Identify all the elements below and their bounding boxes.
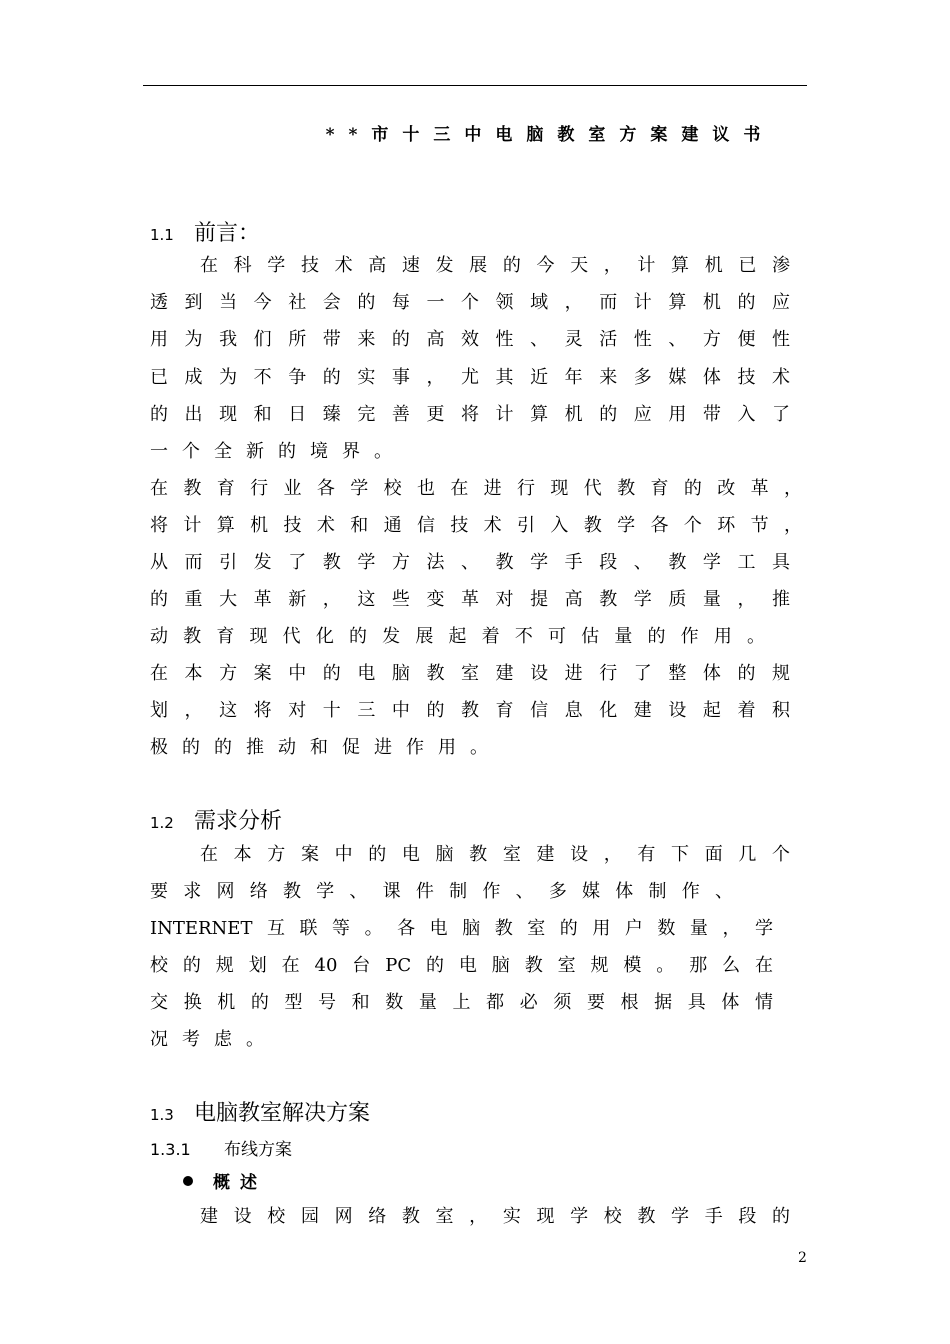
bullet-label: 概述 bbox=[213, 1173, 267, 1193]
subsection-number: 1.3.1 bbox=[150, 1140, 191, 1159]
paragraph-line: 要求网络教学、课件制作、多媒体制作、 bbox=[150, 881, 733, 902]
paragraph-line: 在本方案中的电脑教室建设进行了整体的规 bbox=[150, 663, 790, 684]
paragraph-line: 在教育行业各学校也在进行现代教育的改革， bbox=[150, 478, 802, 499]
section-heading-requirements bbox=[150, 804, 282, 835]
paragraph-line: 极的的推动和促进作用。 bbox=[150, 737, 502, 758]
bullet-item-overview bbox=[183, 1168, 267, 1193]
section-number: 1.1 bbox=[150, 226, 174, 244]
paragraph-line: 一个全新的境界。 bbox=[150, 441, 406, 462]
header-rule bbox=[143, 85, 807, 86]
section-number: 1.3 bbox=[150, 1106, 174, 1124]
page-number: 2 bbox=[798, 1250, 807, 1266]
section-number: 1.2 bbox=[150, 814, 174, 832]
paragraph-line: 将计算机技术和通信技术引入教学各个环节， bbox=[150, 515, 802, 536]
paragraph-line: 况考虑。 bbox=[150, 1029, 278, 1050]
document-title: **市十三中电脑教室方案建议书 bbox=[325, 125, 775, 145]
section-title: 需求分析 bbox=[194, 809, 283, 834]
paragraph-line: 划，这将对十三中的教育信息化建设起着积 bbox=[150, 700, 790, 721]
paragraph-line: 已成为不争的实事，尤其近年来多媒体技术 bbox=[150, 367, 790, 388]
section-title: 前言： bbox=[194, 221, 261, 246]
paragraph-line: 用为我们所带来的高效性、灵活性、方便性 bbox=[150, 329, 790, 350]
paragraph-line: 校的规划在40台PC的电脑教室规模。那么在 bbox=[150, 955, 773, 976]
paragraph-line: 的出现和日臻完善更将计算机的应用带入了 bbox=[150, 404, 790, 425]
paragraph-line: 从而引发了教学方法、教学手段、教学工具 bbox=[150, 552, 790, 573]
section-heading-preface bbox=[150, 216, 260, 247]
paragraph-line: 在本方案中的电脑教室建设，有下面几个 bbox=[200, 844, 790, 865]
subsection-title: 布线方案 bbox=[224, 1140, 292, 1160]
paragraph-line: 动教育现代化的发展起着不可估量的作用。 bbox=[150, 626, 765, 647]
section-title: 电脑教室解决方案 bbox=[194, 1101, 371, 1126]
paragraph-line: 的重大革新，这些变革对提高教学质量，推 bbox=[150, 589, 790, 610]
paragraph-line: 交换机的型号和数量上都必须要根据具体情 bbox=[150, 992, 773, 1013]
bullet-dot-icon bbox=[183, 1176, 193, 1186]
paragraph-line: 透到当今社会的每一个领域，而计算机的应 bbox=[150, 292, 790, 313]
subsection-heading-cabling bbox=[150, 1135, 292, 1160]
section-heading-solution bbox=[150, 1096, 370, 1127]
paragraph-line: INTERNET互联等。各电脑教室的用户数量，学 bbox=[150, 918, 773, 939]
paragraph-line: 在科学技术高速发展的今天，计算机已渗 bbox=[200, 255, 790, 276]
paragraph-line: 建设校园网络教室，实现学校教学手段的 bbox=[200, 1206, 790, 1227]
